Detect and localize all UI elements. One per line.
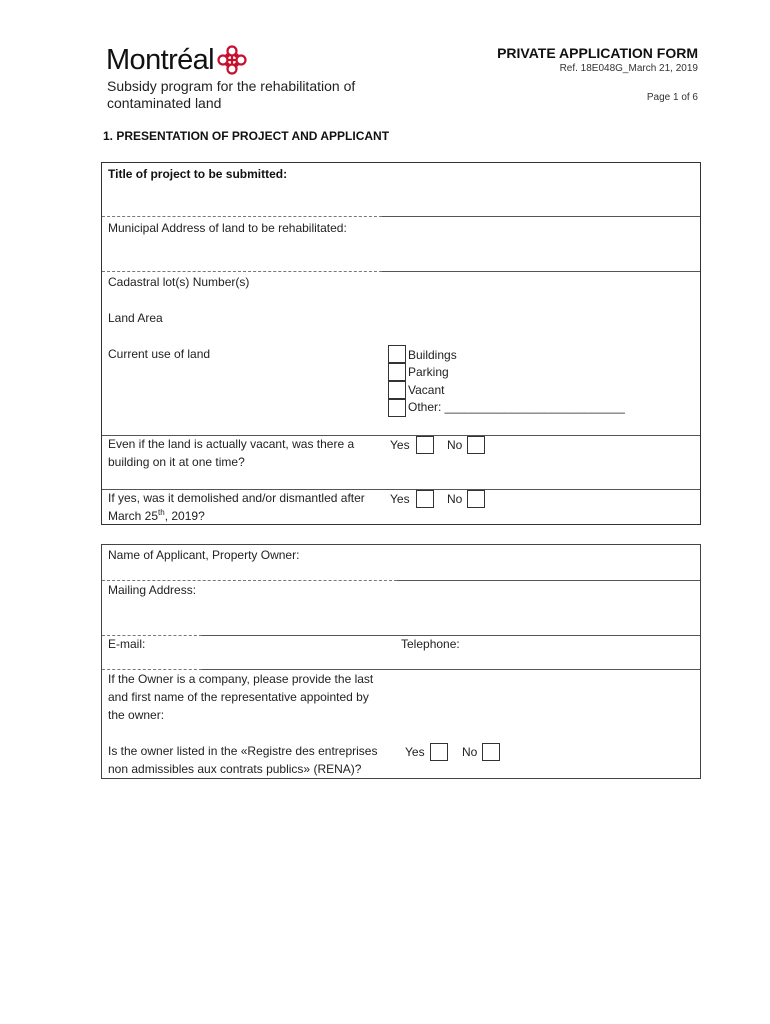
demolished-question-line-2 [108, 507, 205, 525]
rena-question-line-2: non admissibles aux contrats publics» (RENA)? [108, 762, 362, 776]
demolished-no-checkbox[interactable] [467, 490, 485, 508]
page-number: Page 1 of 6 [646, 92, 698, 103]
representative-line-1: If the Owner is a company, please provide the last [108, 672, 374, 686]
building-no-label: No [447, 438, 463, 452]
demolished-date-rest: , 2019? [164, 509, 205, 523]
vacant-option-label: Vacant [408, 383, 445, 397]
buildings-option-label: Buildings [408, 348, 457, 362]
rena-yes-checkbox[interactable] [430, 743, 448, 761]
rena-no-label: No [462, 745, 478, 759]
demolished-yes-label: Yes [390, 492, 410, 506]
demolished-date-suffix: th [158, 508, 165, 517]
email-field[interactable] [152, 635, 392, 653]
reference-number: Ref. 18E048G_March 21, 2019 [559, 63, 698, 74]
parking-option-label: Parking [408, 365, 449, 379]
other-checkbox[interactable] [388, 399, 406, 417]
project-info-box [101, 162, 701, 525]
subtitle-line-1: Subsidy program for the rehabilitation of [107, 78, 356, 94]
land-area-label: Land Area [108, 311, 163, 325]
demolished-no-label: No [447, 492, 463, 506]
project-title-label: Title of project to be submitted: [108, 167, 288, 181]
cadastral-label: Cadastral lot(s) Number(s) [108, 275, 250, 289]
applicant-info-box [101, 544, 701, 779]
municipal-address-field[interactable] [104, 239, 694, 269]
form-title: PRIVATE APPLICATION FORM [497, 45, 698, 61]
rena-no-checkbox[interactable] [482, 743, 500, 761]
representative-field[interactable] [402, 672, 694, 720]
telephone-label: Telephone: [401, 637, 460, 651]
representative-line-3: the owner: [108, 708, 165, 722]
representative-line-2: and first name of the representative appointed by [108, 690, 369, 704]
rena-question-line-1: Is the owner listed in the «Registre des entreprises [108, 744, 378, 758]
buildings-checkbox[interactable] [388, 345, 406, 363]
building-yes-label: Yes [390, 438, 410, 452]
other-option-label[interactable]: Other: ___________________________ [408, 400, 625, 414]
municipal-address-label: Municipal Address of land to be rehabilitated: [108, 221, 347, 235]
building-question-line-1: Even if the land is actually vacant, was there a [108, 437, 355, 451]
montreal-logo-text: Montréal [106, 44, 215, 76]
applicant-name-label: Name of Applicant, Property Owner: [108, 548, 300, 562]
email-label: E-mail: [108, 637, 146, 651]
project-title-field[interactable] [104, 185, 694, 215]
mailing-address-label: Mailing Address: [108, 583, 197, 597]
applicant-name-field[interactable] [104, 565, 694, 579]
building-question-line-2: building on it at one time? [108, 455, 245, 469]
demolished-yes-checkbox[interactable] [416, 490, 434, 508]
building-yes-checkbox[interactable] [416, 436, 434, 454]
current-use-label: Current use of land [108, 347, 211, 361]
parking-checkbox[interactable] [388, 363, 406, 381]
demolished-question-line-1: If yes, was it demolished and/or dismantled after [108, 491, 365, 505]
section-heading: 1. PRESENTATION OF PROJECT AND APPLICANT [103, 129, 390, 143]
subtitle-line-2: contaminated land [107, 95, 222, 111]
mailing-address-field[interactable] [104, 601, 694, 633]
rena-yes-label: Yes [405, 745, 425, 759]
montreal-flower-logo-icon [216, 44, 248, 76]
telephone-field[interactable] [470, 635, 694, 653]
building-no-checkbox[interactable] [467, 436, 485, 454]
program-subtitle [107, 78, 407, 112]
vacant-checkbox[interactable] [388, 381, 406, 399]
demolished-date-prefix: March 25 [108, 509, 159, 523]
